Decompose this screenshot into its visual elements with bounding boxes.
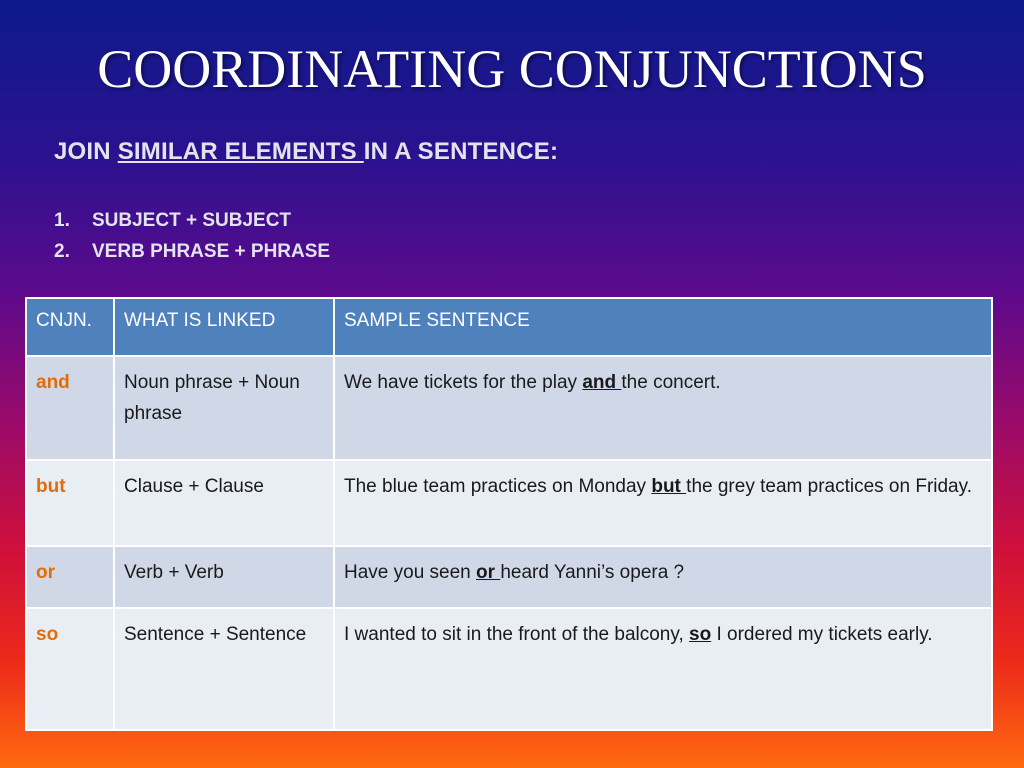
sentence-before: Have you seen xyxy=(344,562,477,583)
sentence-keyword: or xyxy=(476,562,501,583)
points-list xyxy=(54,207,330,269)
point-item xyxy=(54,207,330,238)
table-row xyxy=(26,356,992,460)
linked-cell: Clause + Clause xyxy=(114,460,334,546)
conjunctions-table xyxy=(25,297,993,731)
sentence-cell xyxy=(334,546,992,608)
header-sample-sentence: SAMPLE SENTENCE xyxy=(334,298,992,356)
sentence-cell xyxy=(334,356,992,460)
header-conjunction: CNJN. xyxy=(26,298,114,356)
sentence-after: I ordered my tickets early. xyxy=(711,624,933,645)
subtitle-prefix: JOIN xyxy=(54,138,118,165)
header-what-is-linked: WHAT IS LINKED xyxy=(114,298,334,356)
sentence-keyword: and xyxy=(582,372,622,393)
conjunction-cell: and xyxy=(26,356,114,460)
table-row xyxy=(26,546,992,608)
sentence-cell xyxy=(334,460,992,546)
sentence-after: heard Yanni’s opera ? xyxy=(500,562,685,583)
subtitle-suffix: IN A SENTENCE xyxy=(363,138,550,165)
point-text: VERB PHRASE + PHRASE xyxy=(92,241,331,262)
conjunction-cell: so xyxy=(26,608,114,730)
table-row xyxy=(26,608,992,730)
sentence-cell xyxy=(334,608,992,730)
table-row xyxy=(26,460,992,546)
sentence-after: the concert. xyxy=(621,372,721,393)
point-number: 1. xyxy=(54,210,70,231)
linked-cell: Sentence + Sentence xyxy=(114,608,334,730)
subtitle-colon: : xyxy=(549,138,559,165)
sentence-before: The blue team practices on Monday xyxy=(344,476,652,497)
sentence-keyword: but xyxy=(651,476,687,497)
slide-subtitle xyxy=(54,138,558,166)
sentence-keyword: so xyxy=(689,624,712,645)
slide-title: COORDINATING CONJUNCTIONS xyxy=(97,39,927,99)
point-text: SUBJECT + SUBJECT xyxy=(92,210,292,231)
conjunction-cell: or xyxy=(26,546,114,608)
table-header-row xyxy=(26,298,992,356)
point-number: 2. xyxy=(54,241,70,262)
linked-cell: Noun phrase + Noun phrase xyxy=(114,356,334,460)
sentence-before: We have tickets for the play xyxy=(344,372,583,393)
point-item xyxy=(54,238,330,269)
linked-cell: Verb + Verb xyxy=(114,546,334,608)
conjunction-cell: but xyxy=(26,460,114,546)
subtitle-underlined: SIMILAR ELEMENTS xyxy=(117,138,364,165)
sentence-before: I wanted to sit in the front of the balcony, xyxy=(344,624,690,645)
sentence-after: the grey team practices on Friday. xyxy=(686,476,972,497)
